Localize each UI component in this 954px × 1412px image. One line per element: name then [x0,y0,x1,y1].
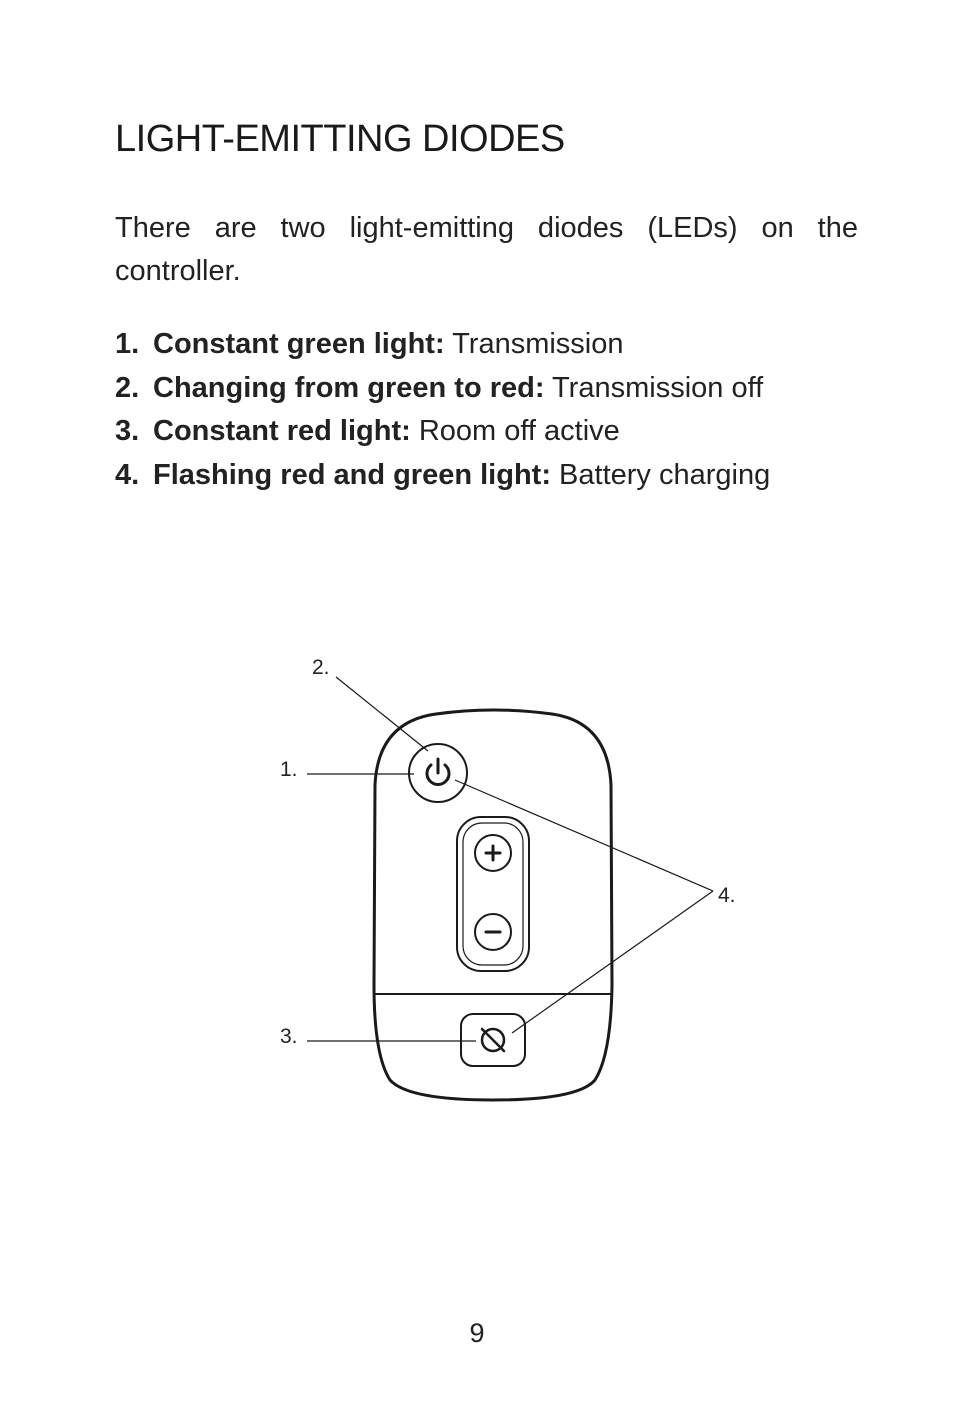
list-description: Room off active [418,415,620,447]
callout-1: 1. [280,758,298,781]
intro-paragraph: There are two light-emitting diodes (LEDs) on the controller. [115,212,858,287]
list-number: 3. [115,415,140,447]
list-term: Constant green light: [153,328,445,360]
list-description: Transmission [452,328,624,360]
list-term: Changing from green to red: [153,371,545,404]
list-number: 2. [115,371,140,404]
power-button [409,744,467,802]
callout-2: 2. [312,656,330,679]
list-description: Battery charging [559,458,771,491]
list-description: Transmission off [552,371,764,404]
volume-rocker [457,817,529,971]
minus-button [475,914,511,950]
list-term: Constant red light: [153,415,411,447]
list-number: 1. [115,328,140,360]
page-number: 9 [469,1318,485,1348]
callout-3: 3. [280,1025,298,1048]
list-number: 4. [115,458,140,491]
plus-button [475,835,511,871]
room-off-button [461,1014,525,1066]
page-title: LIGHT-EMITTING DIODES [115,118,565,160]
list-term: Flashing red and green light: [153,458,551,491]
callout-4: 4. [718,884,736,907]
